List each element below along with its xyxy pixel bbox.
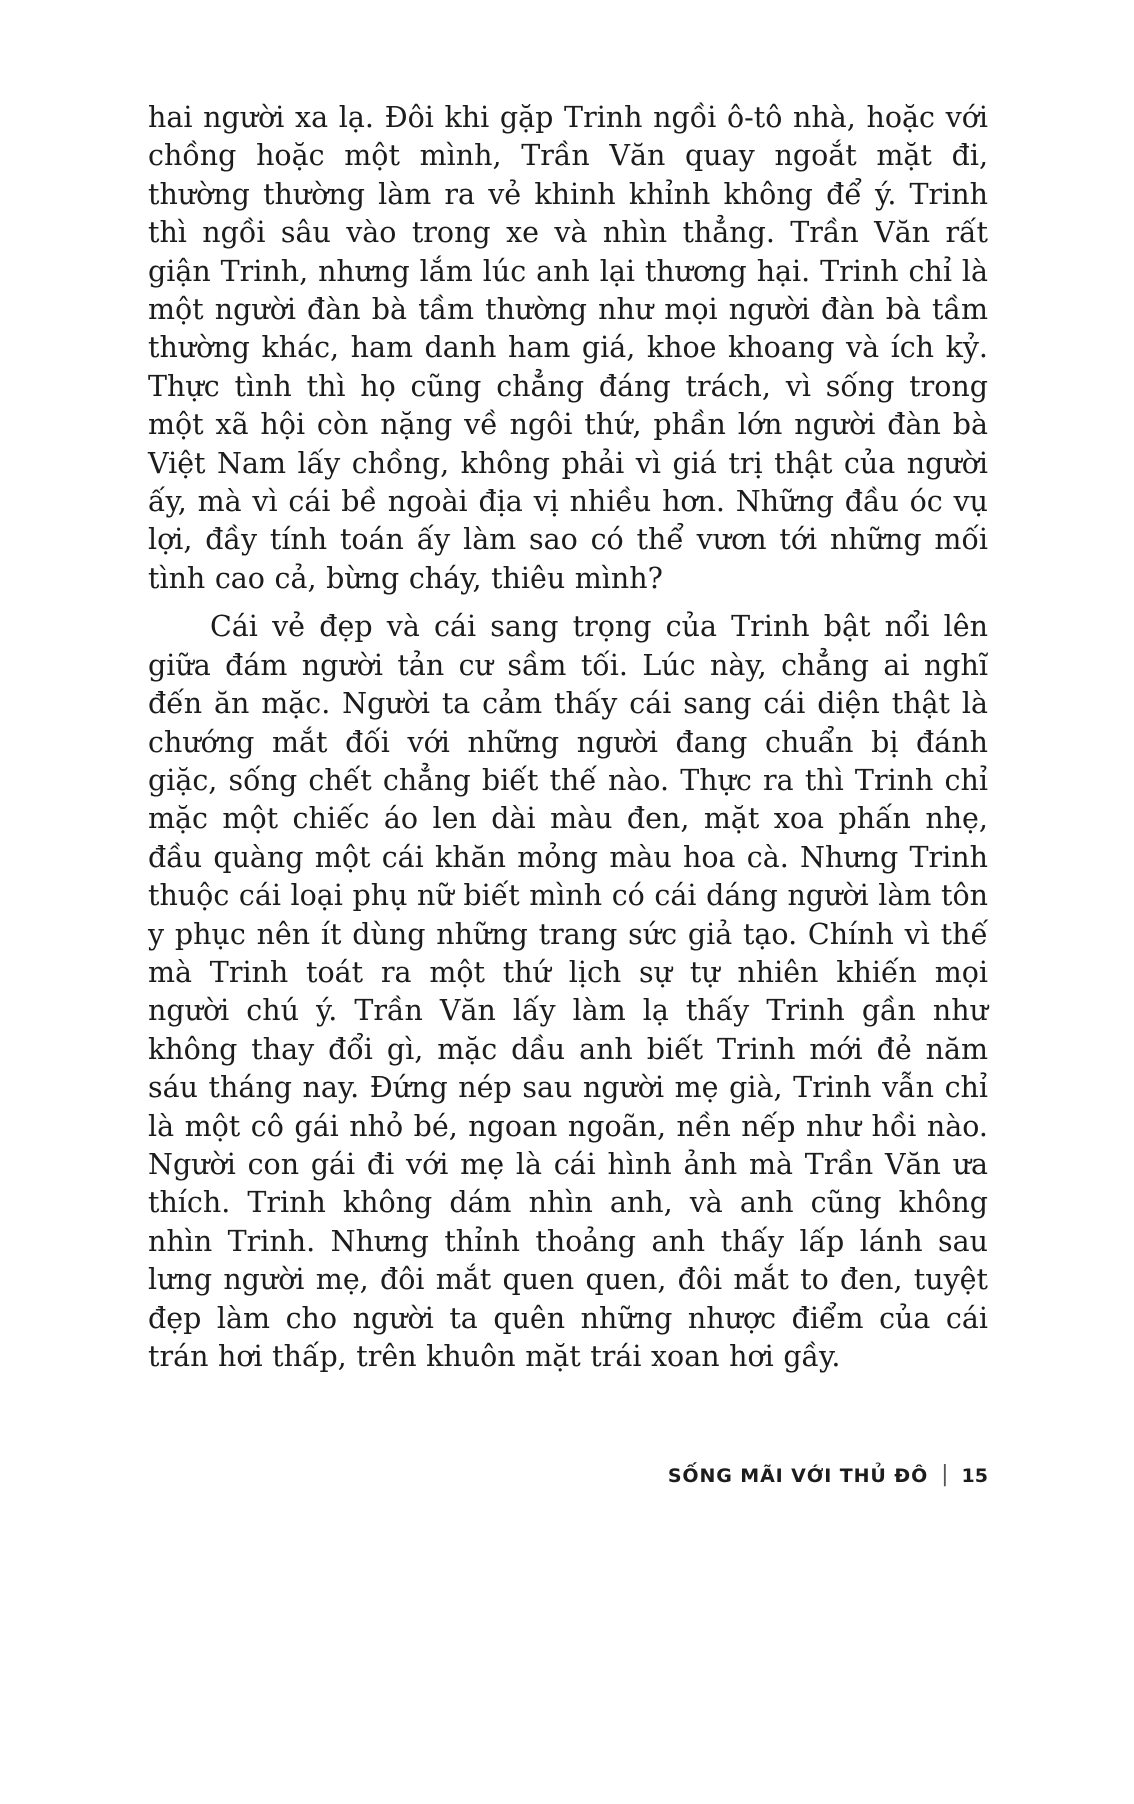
page-number: 15 [961, 1464, 988, 1487]
page-footer [148, 1463, 988, 1488]
paragraph-2: Cái vẻ đẹp và cái sang trọng của Trinh bật nổi lên giữa đám người tản cư sầm tối. Lúc này, chẳng ai nghĩ đến ăn mặc. Người ta cảm thấy cái sang cái diện thật là chướng mắt đối với những người đang chuẩn bị đánh giặc, sống chết chẳng biết thế nào. Thực ra thì Trinh chỉ mặc một chiếc áo len dài màu đen, mặt xoa phấn nhẹ, đầu quàng một cái khăn mỏng màu hoa cà. Nhưng Trinh thuộc cái loại phụ nữ biết mình có cái dáng người làm tôn y phục nên ít dùng những trang sức giả tạo. Chính vì thế mà Trinh toát ra một thứ lịch sự tự nhiên khiến mọi người chú ý. Trần Văn lấy làm lạ thấy Trinh gần như không thay đổi gì, mặc dầu anh biết Trinh mới đẻ năm sáu tháng nay. Đứng nép sau người mẹ già, Trinh vẫn chỉ là một cô gái nhỏ bé, ngoan ngoãn, nền nếp như hồi nào. Người con gái đi với mẹ là cái hình ảnh mà Trần Văn ưa thích. Trinh không dám nhìn anh, và anh cũng không nhìn Trinh. Nhưng thỉnh thoảng anh thấy lấp lánh sau lưng người mẹ, đôi mắt quen quen, đôi mắt to đen, tuyệt đẹp làm cho người ta quên những nhược điểm của cái trán hơi thấp, trên khuôn mặt trái xoan hơi gầy. [148, 610, 988, 1373]
paragraph-1: hai người xa lạ. Đôi khi gặp Trinh ngồi ô-tô nhà, hoặc với chồng hoặc một mình, Trần Văn quay ngoắt mặt đi, thường thường làm ra vẻ khinh khỉnh không để ý. Trinh thì ngồi sâu vào trong xe và nhìn thẳng. Trần Văn rất giận Trinh, nhưng lắm lúc anh lại thương hại. Trinh chỉ là một người đàn bà tầm thường như mọi người đàn bà tầm thường khác, ham danh ham giá, khoe khoang và ích kỷ. Thực tình thì họ cũng chẳng đáng trách, vì sống trong một xã hội còn nặng về ngôi thứ, phần lớn người đàn bà Việt Nam lấy chồng, không phải vì giá trị thật của người ấy, mà vì cái bề ngoài địa vị nhiều hơn. Những đầu óc vụ lợi, đầy tính toán ấy làm sao có thể vươn tới những mối tình cao cả, bừng cháy, thiêu mình? [148, 101, 988, 595]
running-title: SỐNG MÃI VỚI THỦ ĐÔ [667, 1464, 929, 1487]
body-text [148, 99, 988, 1386]
footer-separator: | [941, 1462, 949, 1487]
